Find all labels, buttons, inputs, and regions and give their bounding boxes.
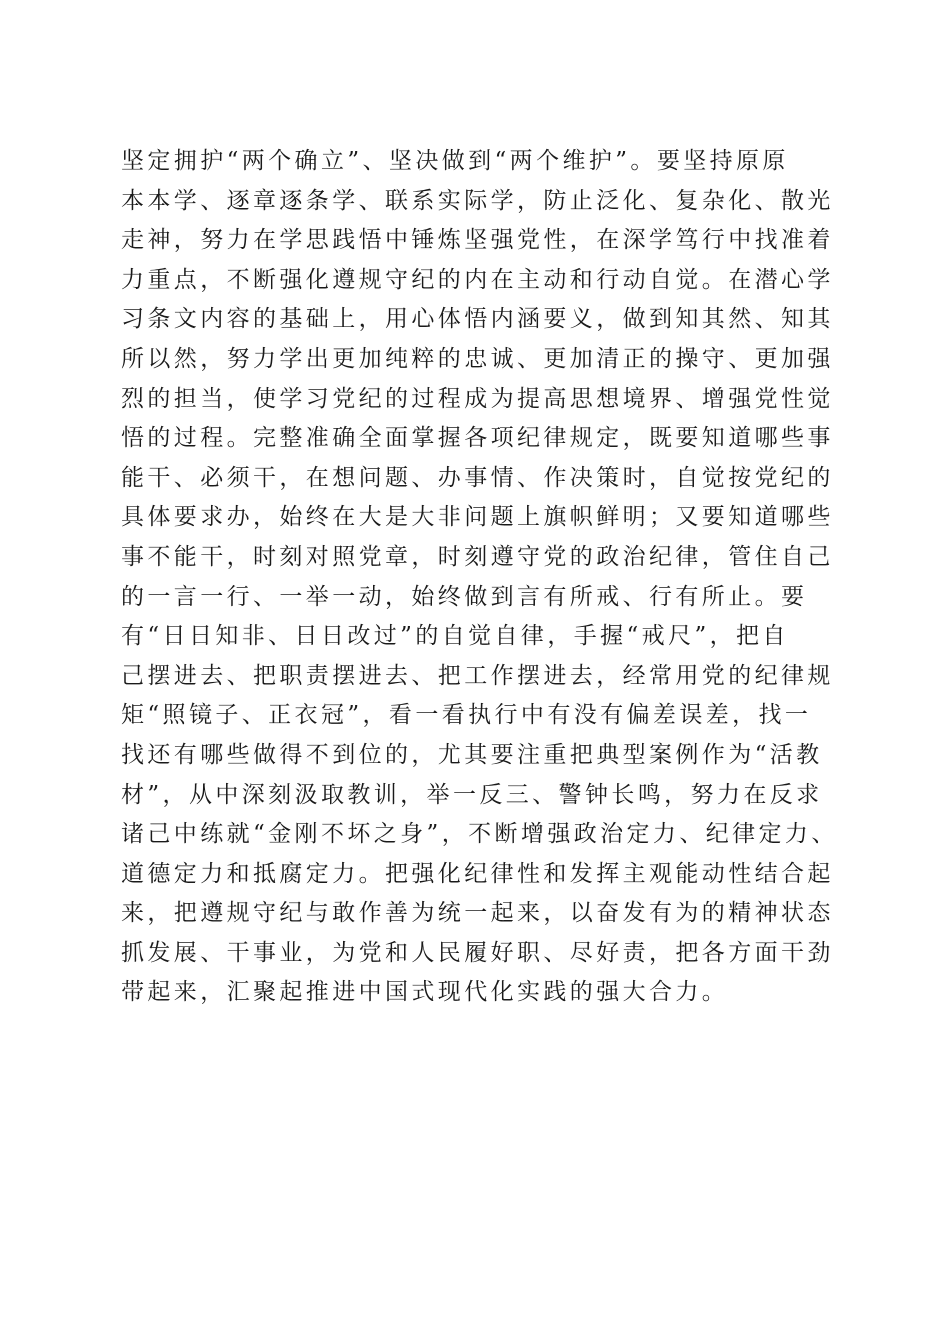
text-line: 矩“照镜子、正衣冠”，看一看执行中有没有偏差误差，找一 [121, 702, 812, 729]
text-line: 有“日日知非、日日改过”的自觉自律，手握“戒尺”，把自 [121, 623, 789, 650]
text-line: 找还有哪些做得不到位的，尤其要注重把典型案例作为“活教 [121, 741, 823, 768]
text-line: 事不能干，时刻对照党章，时刻遵守党的政治纪律，管住自己 [121, 543, 834, 570]
text-line: 走神，努力在学思践悟中锤炼坚强党性，在深学笃行中找准着 [121, 227, 834, 254]
text-line: 带起来，汇聚起推进中国式现代化实践的强大合力。 [121, 979, 729, 1006]
text-line: 道德定力和抵腐定力。把强化纪律性和发挥主观能动性结合起 [121, 860, 834, 887]
text-line: 烈的担当，使学习党纪的过程成为提高思想境界、增强党性觉 [121, 385, 834, 412]
text-line: 能干、必须干，在想问题、办事情、作决策时，自觉按党纪的 [121, 464, 834, 491]
text-line: 习条文内容的基础上，用心体悟内涵要义，做到知其然、知其 [121, 306, 834, 333]
body-paragraph [121, 142, 841, 1013]
text-line: 具体要求办，始终在大是大非问题上旗帜鲜明；又要知道哪些 [121, 504, 834, 531]
text-line: 力重点，不断强化遵规守纪的内在主动和行动自觉。在潜心学 [121, 266, 834, 293]
text-line: 坚定拥护“两个确立”、坚决做到“两个维护”。要坚持原原 [121, 148, 789, 174]
text-line: 来，把遵规守纪与敢作善为统一起来，以奋发有为的精神状态 [121, 900, 834, 927]
text-line: 所以然，努力学出更加纯粹的忠诚、更加清正的操守、更加强 [121, 345, 834, 372]
text-line: 的一言一行、一举一动，始终做到言有所戒、行有所止。要 [121, 583, 808, 610]
text-line: 诸己中练就“金刚不坏之身”，不断增强政治定力、纪律定力、 [121, 821, 838, 848]
text-line: 抓发展、干事业，为党和人民履好职、尽好责，把各方面干劲 [121, 939, 834, 966]
text-line: 本本学、逐章逐条学、联系实际学，防止泛化、复杂化、散光 [121, 187, 834, 214]
text-line: 悟的过程。完整准确全面掌握各项纪律规定，既要知道哪些事 [121, 425, 834, 452]
text-line: 材”，从中深刻汲取教训，举一反三、警钟长鸣，努力在反求 [121, 781, 823, 808]
text-line: 己摆进去、把职责摆进去、把工作摆进去，经常用党的纪律规 [121, 662, 834, 689]
